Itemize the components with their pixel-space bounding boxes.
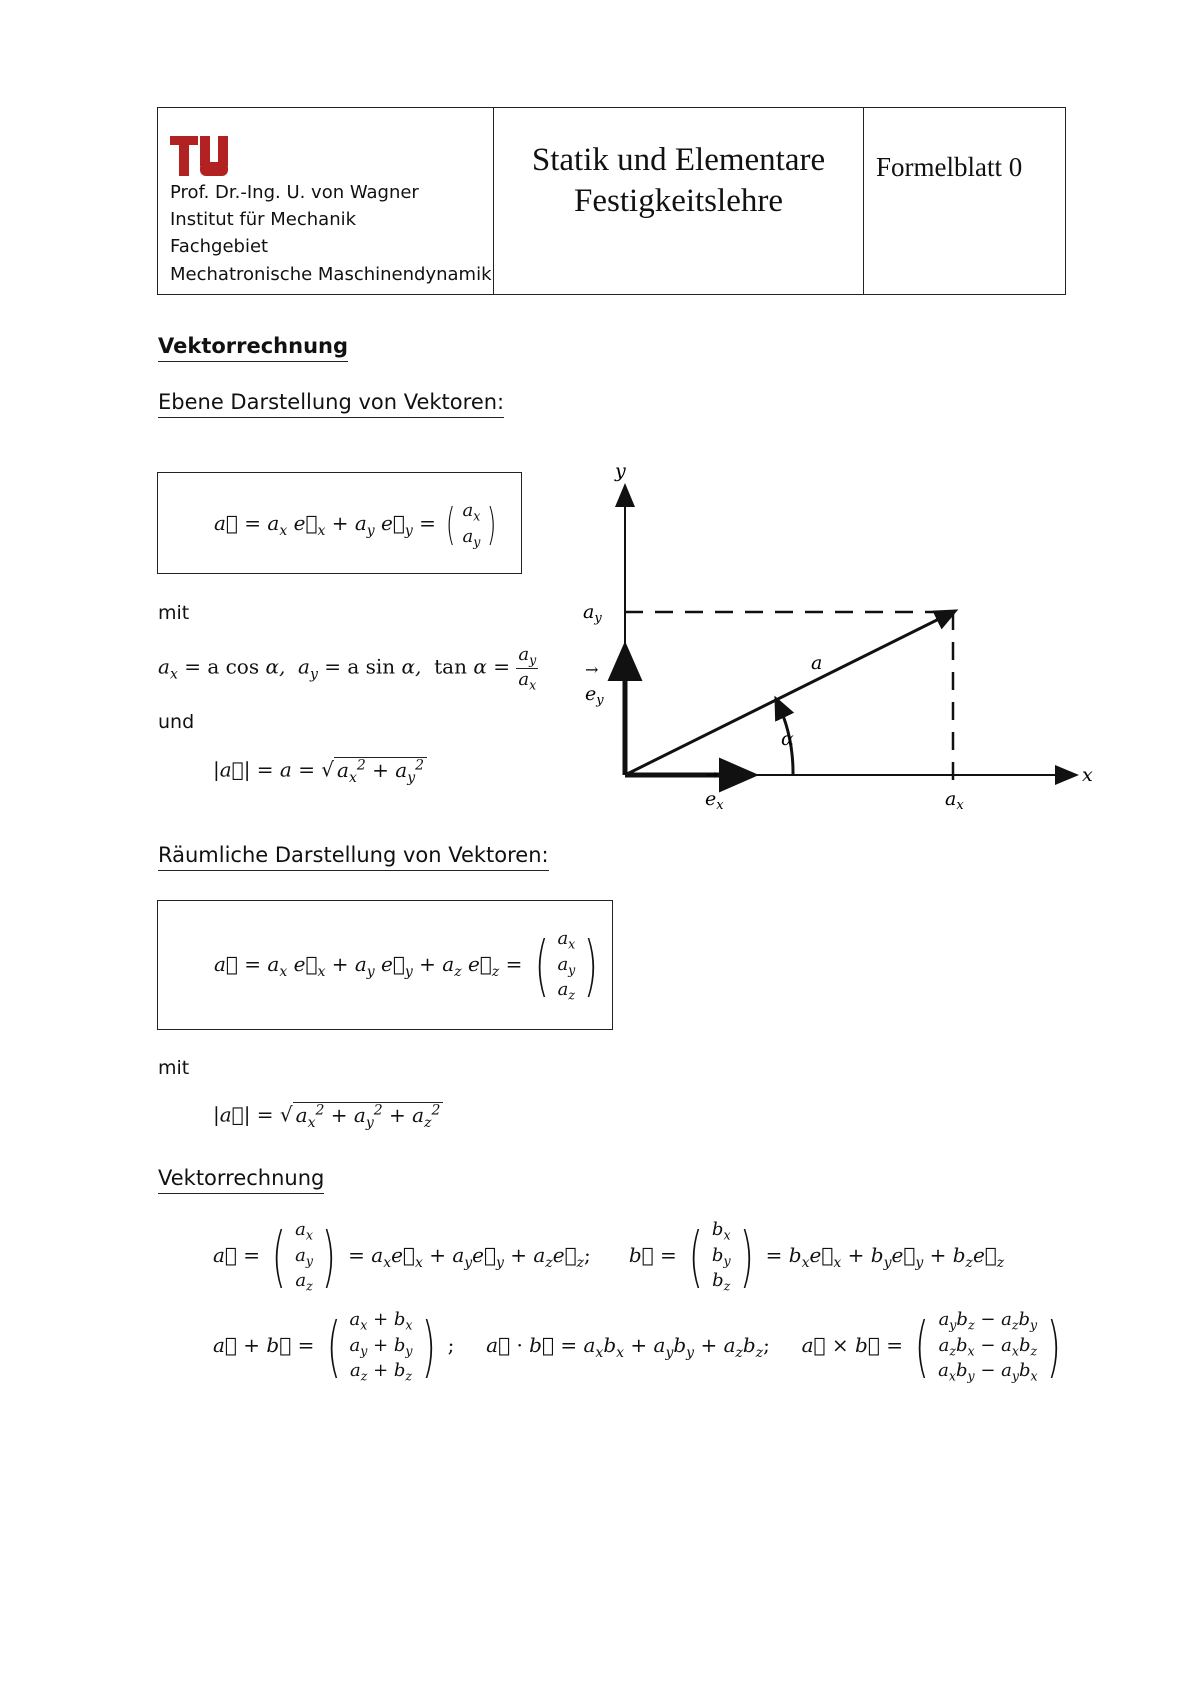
spatial-vector-formula: a⃗ = $a_x$ $e⃗_x + a_y$ $e⃗_y + a_z$ $e⃗_z$ = ( $a_x$ $a_y$ $a_z$ ) [214,927,599,1004]
ex-arrow-mark: → [705,765,719,784]
x-axis-label: x [1082,764,1093,786]
tu-logo [170,136,230,176]
section-title: Vektorrechnung [158,334,348,362]
header-left-cell [158,108,494,294]
sheet-number: Formelblatt 0 [876,152,1023,182]
vector-a-arrow [625,612,953,775]
institute-name: Institut für Mechanik [170,209,357,230]
und-label: und [158,711,195,733]
department-label: Fachgebiet [170,236,269,257]
y-axis-label: y [615,460,626,482]
angle-alpha-label: α [781,728,794,750]
spatial-vector-box [157,900,613,1030]
vector-a-label: a [811,652,823,674]
spatial-subtitle: Räumliche Darstellung von Vektoren: [158,843,549,871]
vector-diagram [575,455,1115,825]
vector-operations: a⃗ + b⃗ = ( $a_x + b_x$ $a_y + b_y$ $a_z + b_z$ ) ; a⃗ · b⃗ = $a_xb_x + a_yb_y + a_zb_z$; a⃗ × b⃗ = ( $a_yb_z - a_zb_y$ $a_zb_x - a_xb_z$ $a_xb_y - a_yb_x$ ) [213,1308,1061,1385]
magnitude-3d-formula: |a⃗| = √ $a_x^2 + a_y^2 + a_z^2$ [213,1102,443,1131]
ey-arrow-mark: → [585,660,599,679]
components-formula: $a_x = a$ cos α, $a_y = a$ sin α, tan α = $\frac{a_y}{a_x}$ [158,644,537,693]
header-box [157,107,1066,295]
ax-label: $a_x$ [945,788,964,813]
ey-label: $e_y$ [585,683,604,708]
planar-vector-formula: a⃗ = $a_x$ $e⃗_x + a_y$ $e⃗_y$ = ( $a_x$ $a_y$ ) [214,499,497,551]
header-sheet-cell [864,108,1065,294]
mit-label-2: mit [158,1057,190,1079]
ay-label: $a_y$ [583,601,602,626]
author-name: Prof. Dr.-Ing. U. von Wagner [170,182,419,203]
algebra-subtitle: Vektorrechnung [158,1166,324,1194]
header-course-cell [494,108,864,294]
ex-label: $e_x$ [705,788,724,813]
group-name: Mechatronische Maschinendynamik [170,264,492,285]
course-title-line1: Statik und Elementare [531,142,826,178]
vector-a-b-definition: a⃗ = ( $a_x$ $a_y$ $a_z$ ) = $a_xe⃗_x$ + $a_ye⃗_y$ + $a_ze⃗_z$; b⃗ = ( $b_x$ $b_y$ $b_z$ ) = $b_xe⃗_x$ + $b_ye⃗_y$ + $b_ze⃗_z$ [213,1218,1005,1295]
mit-label-1: mit [158,602,190,624]
planar-subtitle: Ebene Darstellung von Vektoren: [158,390,504,418]
course-title-line2: Festigkeitslehre [574,183,783,219]
magnitude-2d-formula: |a⃗| = a = √ $a_x^2 + a_y^2$ [213,757,427,786]
planar-vector-box [157,472,522,574]
